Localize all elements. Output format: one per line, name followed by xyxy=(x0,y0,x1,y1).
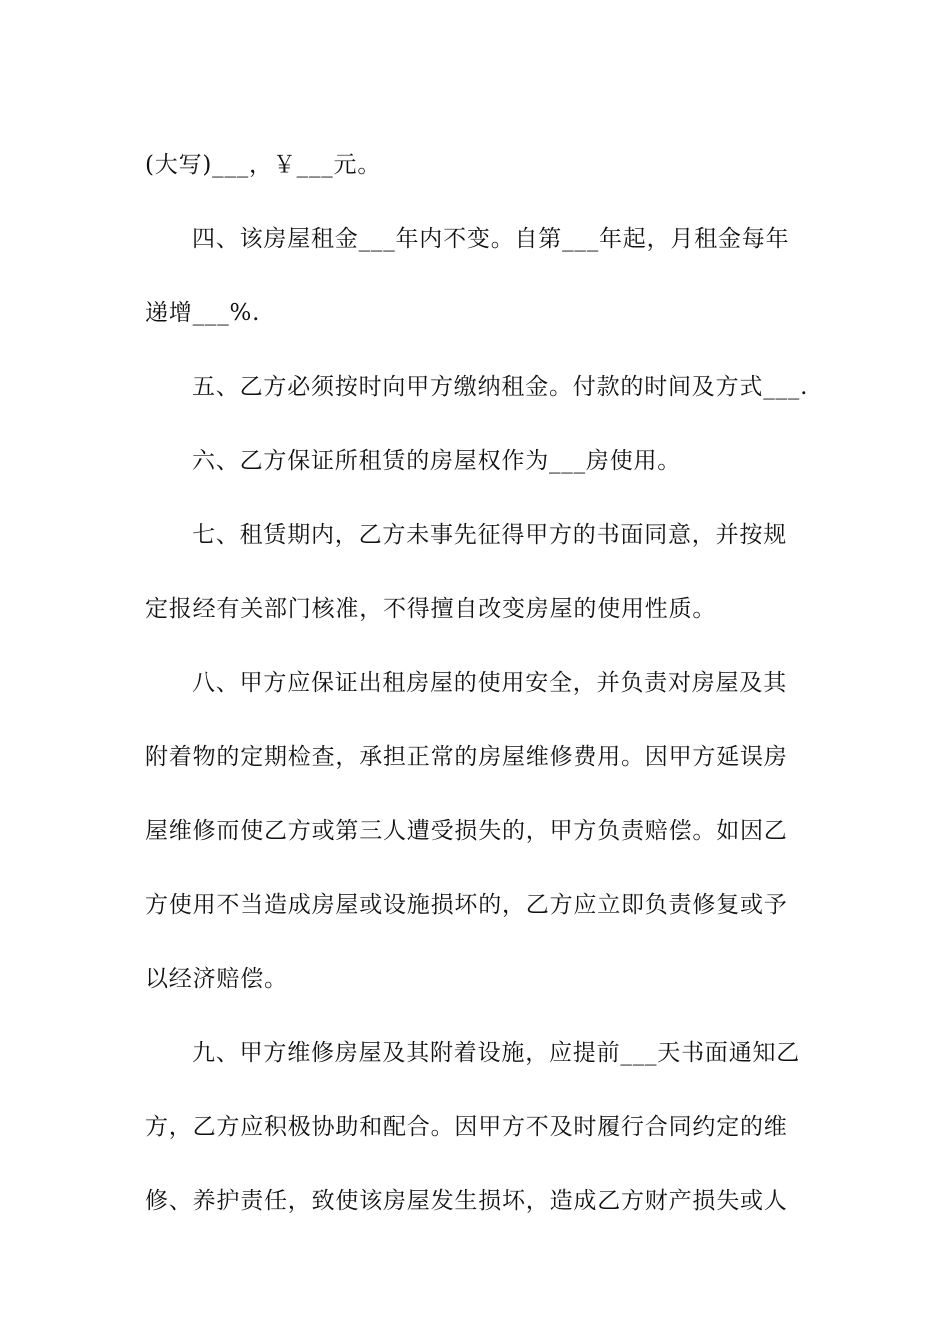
contract-text xyxy=(145,128,810,1238)
paragraph-amount: (大写)___，￥___元。 xyxy=(145,152,382,178)
paragraph-clause-8: 八、甲方应保证出租房屋的使用安全，并负责对房屋及其附着物的定期检查，承担正常的房屋维修费用。因甲方延误房屋维修而使乙方或第三人遭受损失的，甲方负责赔偿。如因乙方使用不当造成房屋或设施损坏的，乙方应立即负责修复或予以经济赔偿。 xyxy=(145,670,788,992)
paragraph-clause-6: 六、乙方保证所租赁的房屋权作为___房使用。 xyxy=(192,448,682,474)
paragraph-clause-9: 九、甲方维修房屋及其附着设施，应提前___天书面通知乙方，乙方应积极协助和配合。因甲方不及时履行合同约定的维修、养护责任，致使该房屋发生损坏，造成乙方财产损失或人 xyxy=(145,1040,801,1214)
paragraph-clause-4: 四、该房屋租金___年内不变。自第___年起，月租金每年递增___%. xyxy=(145,226,790,326)
paragraph-clause-7: 七、租赁期内，乙方未事先征得甲方的书面同意，并按规定报经有关部门核准，不得擅自改变房屋的使用性质。 xyxy=(145,522,787,622)
paragraph-clause-5: 五、乙方必须按时向甲方缴纳租金。付款的时间及方式___. xyxy=(192,374,809,400)
